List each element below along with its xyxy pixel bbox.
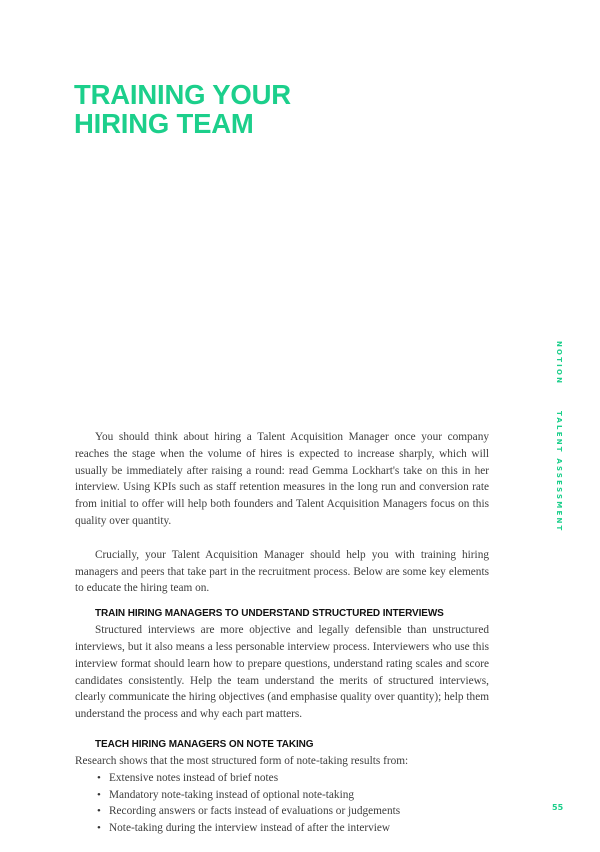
- list-item-text: Recording answers or facts instead of evaluations or judgements: [109, 805, 401, 818]
- list-item-text: Note-taking during the interview instead of after the interview: [109, 822, 391, 835]
- page-number: 55: [552, 803, 564, 812]
- bullet-icon: •: [97, 822, 101, 835]
- section-text-structured-interviews: Structured interviews are more objective and legally defensible than unstructured interviews, but it also means a less personable interview process. Interviewers who use this interview format should learn how to prepare questions, understand rating scales and score candidates consistently. Help the team understand the merits of structured interviews, clearly communicate the hiring objectives (and emphasise quality over quantity); help them understand the process and why each part matters.: [75, 624, 489, 721]
- section-heading-note-taking: TEACH HIRING MANAGERS ON NOTE TAKING: [95, 738, 314, 750]
- list-item: [95, 770, 489, 787]
- page-title-line-2: HIRING TEAM: [74, 108, 254, 139]
- list-item: [95, 820, 489, 837]
- section-heading-structured-interviews: TRAIN HIRING MANAGERS TO UNDERSTAND STRUCTURED INTERVIEWS: [95, 608, 444, 620]
- bullet-icon: •: [97, 771, 101, 784]
- bullet-icon: •: [97, 805, 101, 818]
- side-label-section: TALENT ASSESSMENT: [555, 411, 563, 533]
- section-intro-note-taking: Research shows that the most structured form of note-taking results from:: [75, 754, 409, 767]
- list-item-text: Mandatory note-taking instead of optional note-taking: [109, 788, 355, 801]
- list-item: [95, 787, 489, 804]
- side-label-brand: NOTION: [555, 341, 563, 386]
- intro-paragraph-1: You should think about hiring a Talent Acquisition Manager once your company reaches the stage when the volume of hires is expected to increase sharply, which will usually be immediately after raising a round: read Gemma Lockhart's take on this in her interview. Using KPIs such as staff retention measures in the long run and conversion rate from initial to offer will help both founders and Talent Acquisition Managers focus on this quality over quantity.: [75, 431, 489, 527]
- intro-paragraph-2: Crucially, your Talent Acquisition Manager should help you with training hiring managers and peers that take part in the recruitment process. Below are some key elements to educate the hiring team on.: [75, 548, 489, 595]
- page-title-line-1: TRAINING YOUR: [74, 79, 291, 110]
- body-content: [75, 429, 489, 837]
- note-taking-list: [75, 770, 489, 837]
- list-item-text: Extensive notes instead of brief notes: [109, 771, 279, 784]
- bullet-icon: •: [97, 788, 101, 801]
- page-title: [74, 80, 291, 138]
- list-item: [95, 803, 489, 820]
